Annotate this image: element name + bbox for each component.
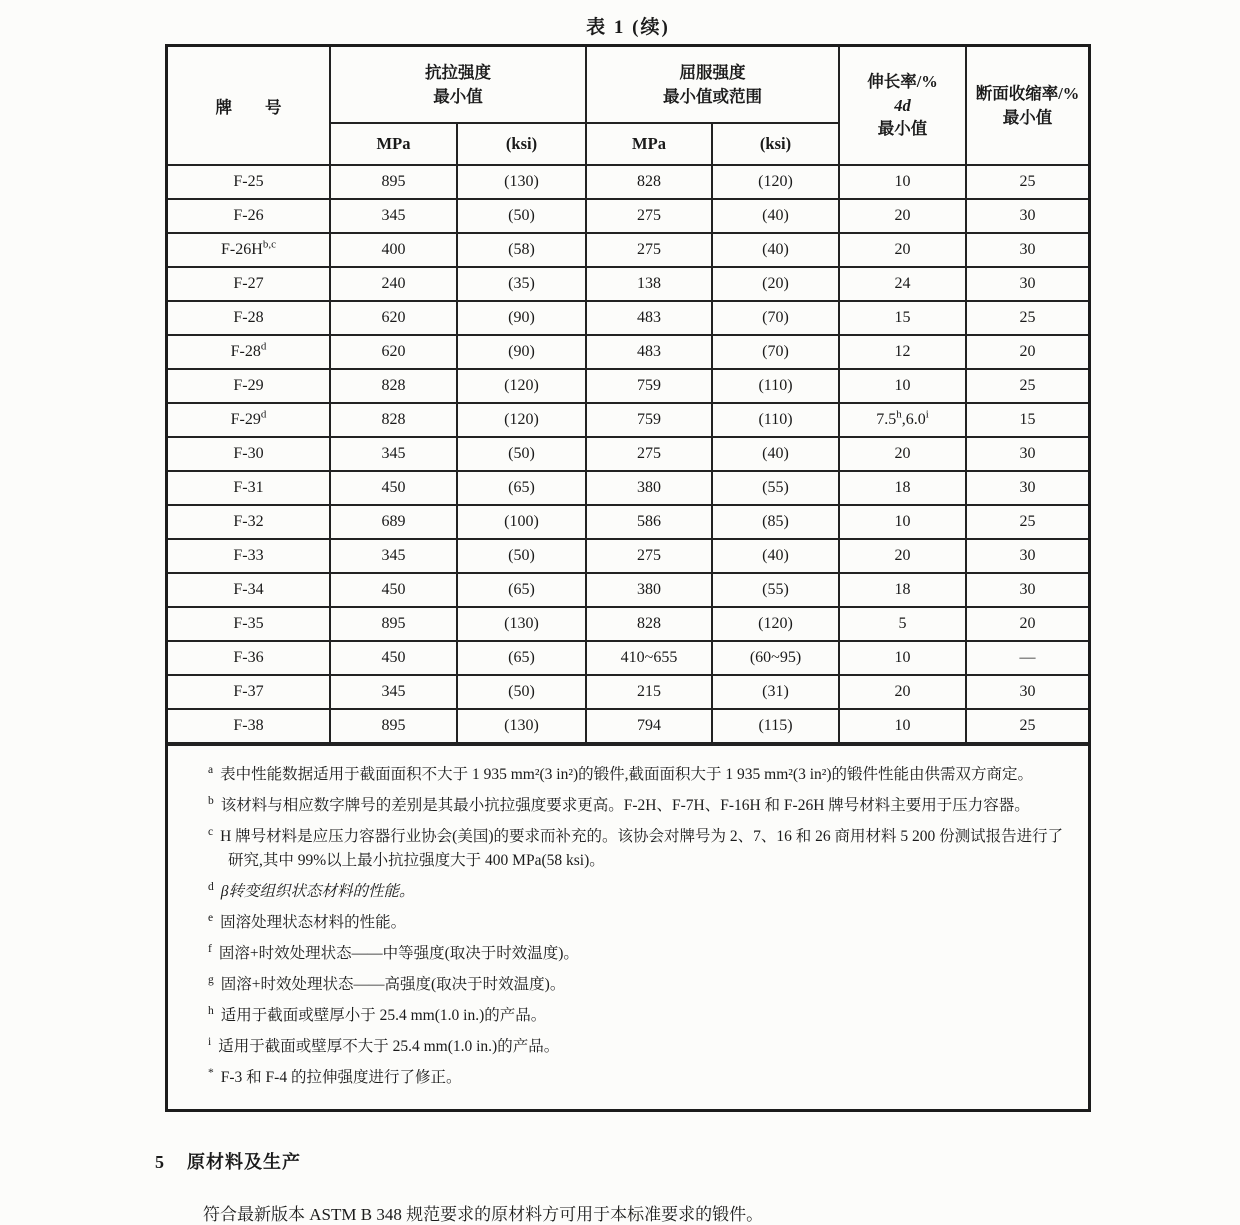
- cell-reduction: 30: [966, 539, 1088, 573]
- cell-yield-ksi: (60~95): [712, 641, 839, 675]
- section-number: 5: [155, 1152, 165, 1172]
- cell-tensile-ksi: (65): [457, 641, 586, 675]
- reduction-header-line1: 断面收缩率/%: [975, 83, 1080, 103]
- cell-yield-ksi: (40): [712, 437, 839, 471]
- footnote-mark: d: [208, 880, 214, 893]
- cell-elongation: 10: [839, 165, 966, 199]
- table-row: [168, 301, 1088, 335]
- cell-elongation: 10: [839, 505, 966, 539]
- cell-tensile-ksi: (50): [457, 437, 586, 471]
- table-row: [168, 675, 1088, 709]
- cell-tensile-ksi: (100): [457, 505, 586, 539]
- cell-tensile-ksi: (50): [457, 199, 586, 233]
- elongation-header-line3: 最小值: [877, 119, 928, 139]
- cell-yield-ksi: (40): [712, 233, 839, 267]
- cell-grade: F-33: [168, 539, 330, 573]
- cell-tensile-ksi: (120): [457, 403, 586, 437]
- footnote-text: 固溶处理状态材料的性能。: [220, 914, 407, 932]
- cell-yield-ksi: (40): [712, 539, 839, 573]
- cell-yield-ksi: (115): [712, 709, 839, 743]
- cell-tensile-ksi: (130): [457, 165, 586, 199]
- yield-header-line1: 屈服强度: [679, 62, 746, 82]
- elongation-header-line1: 伸长率/%: [867, 71, 938, 91]
- col-header-elongation: [839, 47, 966, 165]
- cell-yield-ksi: (85): [712, 505, 839, 539]
- cell-tensile-mpa: 345: [330, 437, 457, 471]
- cell-grade: F-31: [168, 471, 330, 505]
- table-title: 表 1 (续): [586, 17, 670, 38]
- cell-grade: F-32: [168, 505, 330, 539]
- footnote-d: [208, 880, 1070, 904]
- cell-yield-ksi: (31): [712, 675, 839, 709]
- footnote-f: [208, 942, 1070, 966]
- cell-yield-ksi: (55): [712, 471, 839, 505]
- cell-tensile-mpa: 828: [330, 403, 457, 437]
- cell-tensile-mpa: 450: [330, 573, 457, 607]
- cell-elongation: 7.5$^h$,6.0$^i$: [839, 403, 966, 437]
- section-title: 原材料及生产: [187, 1152, 301, 1172]
- footnote-mark: g: [208, 973, 214, 986]
- cell-grade: $F-26H^{b,c}$: [168, 233, 330, 267]
- cell-yield-mpa: 275: [586, 437, 712, 471]
- footnote-mark: *: [208, 1067, 214, 1079]
- cell-reduction: 25: [966, 301, 1088, 335]
- cell-tensile-ksi: (130): [457, 709, 586, 743]
- cell-reduction: 25: [966, 369, 1088, 403]
- cell-reduction: 15: [966, 403, 1088, 437]
- cell-tensile-ksi: (90): [457, 335, 586, 369]
- footnote-mark: h: [208, 1004, 214, 1017]
- elongation-header-4d: 4d: [894, 95, 911, 115]
- subheader-yield-ksi: (ksi): [712, 123, 839, 165]
- cell-yield-mpa: 828: [586, 165, 712, 199]
- cell-yield-mpa: 275: [586, 233, 712, 267]
- cell-grade: F-37: [168, 675, 330, 709]
- footnote-mark: a: [208, 763, 214, 776]
- cell-yield-mpa: 410~655: [586, 641, 712, 675]
- cell-tensile-ksi: (50): [457, 675, 586, 709]
- cell-tensile-ksi: (35): [457, 267, 586, 301]
- cell-elongation: 12: [839, 335, 966, 369]
- cell-reduction: 25: [966, 505, 1088, 539]
- table-row: [168, 641, 1088, 675]
- cell-yield-ksi: (70): [712, 335, 839, 369]
- cell-tensile-mpa: 240: [330, 267, 457, 301]
- footnote-text: 适用于截面或壁厚不大于 25.4 mm(1.0 in.)的产品。: [218, 1038, 560, 1056]
- cell-yield-mpa: 483: [586, 335, 712, 369]
- cell-elongation: 20: [839, 437, 966, 471]
- subheader-yield-mpa: MPa: [586, 123, 712, 165]
- footnote-star: [208, 1066, 1070, 1090]
- cell-tensile-ksi: (130): [457, 607, 586, 641]
- cell-elongation: 15: [839, 301, 966, 335]
- cell-yield-mpa: 828: [586, 607, 712, 641]
- cell-reduction: 30: [966, 199, 1088, 233]
- reduction-header-line2: 最小值: [1002, 107, 1053, 127]
- col-header-reduction: [966, 47, 1088, 165]
- table-row: [168, 403, 1088, 437]
- cell-grade: F-30: [168, 437, 330, 471]
- cell-yield-ksi: (70): [712, 301, 839, 335]
- cell-yield-mpa: 586: [586, 505, 712, 539]
- footnote-text: 适用于截面或壁厚小于 25.4 mm(1.0 in.)的产品。: [220, 1007, 547, 1025]
- cell-grade: F-26: [168, 199, 330, 233]
- cell-reduction: 25: [966, 165, 1088, 199]
- cell-grade: F-36: [168, 641, 330, 675]
- footnote-b: [208, 794, 1070, 818]
- table-row: [168, 335, 1088, 369]
- cell-elongation: 18: [839, 471, 966, 505]
- cell-yield-ksi: (120): [712, 607, 839, 641]
- table-footnotes: [168, 744, 1088, 1109]
- cell-tensile-mpa: 345: [330, 675, 457, 709]
- tensile-header-line2: 最小值: [433, 86, 483, 106]
- cell-yield-ksi: (40): [712, 199, 839, 233]
- cell-tensile-ksi: (65): [457, 471, 586, 505]
- footnote-text: β转变组织状态材料的性能。: [220, 883, 415, 901]
- cell-elongation: 18: [839, 573, 966, 607]
- cell-reduction: 30: [966, 437, 1088, 471]
- cell-yield-mpa: 138: [586, 267, 712, 301]
- table-row: [168, 233, 1088, 267]
- footnote-text: 固溶+时效处理状态——高强度(取决于时效温度)。: [220, 976, 566, 994]
- footnote-mark: c: [208, 825, 214, 838]
- footnote-text: 表中性能数据适用于截面面积不大于 1 935 mm²(3 in²)的锻件,截面面积大于 1 935 mm²(3 in²)的锻件性能由供需双方商定。: [220, 766, 1034, 783]
- cell-tensile-mpa: 895: [330, 607, 457, 641]
- spec-table-container: [165, 44, 1091, 1112]
- cell-yield-mpa: 275: [586, 539, 712, 573]
- cell-grade: F-25: [168, 165, 330, 199]
- table-row: [168, 165, 1088, 199]
- table-row: [168, 709, 1088, 743]
- table-row: [168, 369, 1088, 403]
- cell-tensile-mpa: 345: [330, 539, 457, 573]
- footnote-text: F-3 和 F-4 的拉伸强度进行了修正。: [220, 1069, 462, 1087]
- cell-elongation: 10: [839, 709, 966, 743]
- cell-reduction: 25: [966, 709, 1088, 743]
- cell-yield-ksi: (20): [712, 267, 839, 301]
- cell-tensile-mpa: 620: [330, 301, 457, 335]
- cell-tensile-mpa: 620: [330, 335, 457, 369]
- cell-grade: F-27: [168, 267, 330, 301]
- cell-tensile-mpa: 450: [330, 471, 457, 505]
- spec-table: [168, 47, 1088, 744]
- table-row: [168, 471, 1088, 505]
- cell-reduction: 30: [966, 471, 1088, 505]
- table-row: [168, 573, 1088, 607]
- cell-tensile-mpa: 400: [330, 233, 457, 267]
- tensile-header-line1: 抗拉强度: [425, 62, 491, 82]
- table-row: [168, 267, 1088, 301]
- cell-tensile-ksi: (90): [457, 301, 586, 335]
- cell-yield-mpa: 380: [586, 573, 712, 607]
- cell-grade: F-28$^d$: [168, 335, 330, 369]
- subheader-tensile-ksi: (ksi): [457, 123, 586, 165]
- cell-grade: F-28: [168, 301, 330, 335]
- cell-reduction: —: [966, 641, 1088, 675]
- cell-tensile-ksi: (65): [457, 573, 586, 607]
- cell-yield-ksi: (55): [712, 573, 839, 607]
- cell-yield-mpa: 759: [586, 403, 712, 437]
- cell-yield-mpa: 380: [586, 471, 712, 505]
- table-row: [168, 437, 1088, 471]
- cell-tensile-mpa: 689: [330, 505, 457, 539]
- cell-tensile-mpa: 895: [330, 165, 457, 199]
- cell-tensile-ksi: (58): [457, 233, 586, 267]
- footnote-text: H 牌号材料是应压力容器行业协会(美国)的要求而补充的。该协会对牌号为 2、7、16 和 26 商用材料 5 200 份测试报告进行了研究,其中 99%以上最小抗拉强度大于 400 MPa(58 ksi)。: [220, 828, 1064, 870]
- yield-header-line2: 最小值或范围: [663, 86, 762, 106]
- footnote-mark: f: [208, 942, 212, 955]
- footnote-h: [208, 1004, 1070, 1028]
- section-5: [155, 1148, 1145, 1225]
- cell-tensile-mpa: 828: [330, 369, 457, 403]
- cell-elongation: 20: [839, 233, 966, 267]
- cell-elongation: 10: [839, 641, 966, 675]
- footnote-a: [208, 763, 1070, 787]
- cell-reduction: 30: [966, 233, 1088, 267]
- col-header-yield: [586, 47, 839, 123]
- col-header-grade: 牌 号: [168, 47, 330, 165]
- cell-grade: F-34: [168, 573, 330, 607]
- cell-yield-mpa: 759: [586, 369, 712, 403]
- footnote-text: 固溶+时效处理状态——中等强度(取决于时效温度)。: [218, 945, 579, 963]
- cell-reduction: 20: [966, 607, 1088, 641]
- subheader-tensile-mpa: MPa: [330, 123, 457, 165]
- cell-yield-ksi: (110): [712, 369, 839, 403]
- section-paragraph: 符合最新版本 ASTM B 348 规范要求的原材料方可用于本标准要求的锻件。: [203, 1205, 764, 1224]
- cell-grade: F-29$^d$: [168, 403, 330, 437]
- footnote-mark: b: [208, 794, 214, 807]
- cell-elongation: 20: [839, 539, 966, 573]
- table-row: [168, 539, 1088, 573]
- cell-reduction: 30: [966, 675, 1088, 709]
- cell-tensile-mpa: 345: [330, 199, 457, 233]
- table-row: [168, 607, 1088, 641]
- footnote-text: 该材料与相应数字牌号的差别是其最小抗拉强度要求更高。F-2H、F-7H、F-16H 和 F-26H 牌号材料主要用于压力容器。: [220, 797, 1030, 815]
- cell-tensile-mpa: 450: [330, 641, 457, 675]
- cell-tensile-ksi: (50): [457, 539, 586, 573]
- cell-grade: F-38: [168, 709, 330, 743]
- cell-yield-ksi: (110): [712, 403, 839, 437]
- cell-tensile-mpa: 895: [330, 709, 457, 743]
- cell-reduction: 20: [966, 335, 1088, 369]
- footnote-mark: e: [208, 911, 214, 924]
- col-header-tensile: [330, 47, 586, 123]
- footnote-g: [208, 973, 1070, 997]
- cell-elongation: 24: [839, 267, 966, 301]
- cell-yield-ksi: (120): [712, 165, 839, 199]
- cell-elongation: 10: [839, 369, 966, 403]
- table-row: [168, 505, 1088, 539]
- cell-yield-mpa: 483: [586, 301, 712, 335]
- cell-reduction: 30: [966, 573, 1088, 607]
- header-row-top: [168, 47, 1088, 123]
- footnote-mark: i: [208, 1035, 212, 1048]
- cell-reduction: 30: [966, 267, 1088, 301]
- section-heading: [155, 1148, 1145, 1174]
- footnote-e: [208, 911, 1070, 935]
- cell-grade: F-29: [168, 369, 330, 403]
- cell-elongation: 5: [839, 607, 966, 641]
- table-row: [168, 199, 1088, 233]
- cell-elongation: 20: [839, 675, 966, 709]
- cell-yield-mpa: 794: [586, 709, 712, 743]
- footnote-i: [208, 1035, 1070, 1059]
- footnote-c: [208, 825, 1070, 873]
- cell-elongation: 20: [839, 199, 966, 233]
- cell-yield-mpa: 215: [586, 675, 712, 709]
- cell-yield-mpa: 275: [586, 199, 712, 233]
- cell-tensile-ksi: (120): [457, 369, 586, 403]
- cell-grade: F-35: [168, 607, 330, 641]
